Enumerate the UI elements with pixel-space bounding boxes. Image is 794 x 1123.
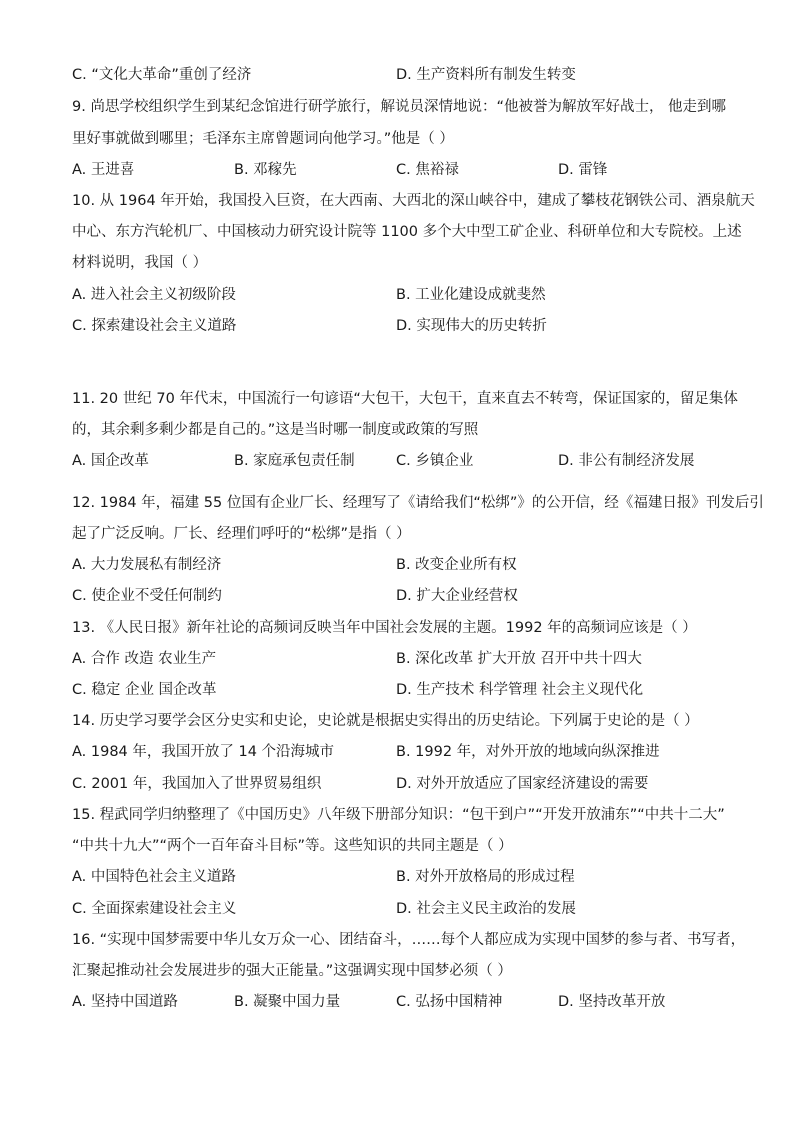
q12-option-c: C. 使企业不受任何制约 [72, 588, 222, 604]
q14-stem-line1: 14. 历史学习要学会区分史实和史论，史论就是根据史实得出的历史结论。下列属于史论的是（ ） [72, 713, 699, 729]
q14-option-c: C. 2001 年，我国加入了世界贸易组织 [72, 776, 322, 792]
q12-option-a: A. 大力发展私有制经济 [72, 557, 222, 573]
q10-options-row2 [72, 315, 754, 337]
q15-stem-line2: “中共十九大”“两个一百年奋斗目标”等。这些知识的共同主题是（ ） [72, 838, 513, 854]
q11-option-d: D. 非公有制经济发展 [558, 453, 695, 469]
q16-options-row [72, 991, 754, 1013]
q13-option-d: D. 生产技术 科学管理 社会主义现代化 [396, 682, 644, 698]
q10-stem-line2: 中心、东方汽轮机厂、中国核动力研究设计院等 1100 多个大中型工矿企业、科研单位和大专院校。上述 [72, 224, 742, 240]
q10-stem-line1: 10. 从 1964 年开始，我国投入巨资，在大西南、大西北的深山峡谷中，建成了攀枝花钢铁公司、酒泉航天 [72, 193, 755, 209]
q10-option-b: B. 工业化建设成就斐然 [396, 287, 546, 303]
q16-option-b: B. 凝聚中国力量 [234, 994, 341, 1010]
q14-option-a: A. 1984 年，我国开放了 14 个沿海城市 [72, 744, 335, 760]
q10-option-d: D. 实现伟大的历史转折 [396, 318, 547, 334]
q10-option-a: A. 进入社会主义初级阶段 [72, 287, 236, 303]
q11-stem-line1: 11. 20 世纪 70 年代末，中国流行一句谚语“大包干，大包干，直来直去不转弯，保证国家的，留足集体 [72, 391, 738, 407]
q12-options-row2 [72, 585, 754, 607]
q15-options-row1 [72, 866, 754, 888]
q11-option-a: A. 国企改革 [72, 453, 149, 469]
q16-option-d: D. 坚持改革开放 [558, 994, 666, 1010]
q15-options-row2 [72, 898, 754, 920]
q13-stem-line1: 13. 《人民日报》新年社论的高频词反映当年中国社会发展的主题。1992 年的高频词应该是（ ） [72, 620, 697, 636]
q13-option-a: A. 合作 改造 农业生产 [72, 651, 217, 667]
q16-stem-line1: 16. “实现中国梦需要中华儿女万众一心、团结奋斗，……每个人都应成为实现中国梦的参与者、书写者， [72, 932, 746, 948]
q9-option-b: B. 邓稼先 [234, 162, 297, 178]
q15-stem-line1: 15. 程武同学归纳整理了《中国历史》八年级下册部分知识：“包干到户”“开发开放浦东”“中共十二大” [72, 807, 725, 823]
q11-options-row [72, 450, 754, 472]
q13-option-c: C. 稳定 企业 国企改革 [72, 682, 217, 698]
q12-option-d: D. 扩大企业经营权 [396, 588, 518, 604]
q13-option-b: B. 深化改革 扩大开放 召开中共十四大 [396, 651, 642, 667]
q10-stem-line3: 材料说明，我国（ ） [72, 255, 208, 271]
q16-stem-line2: 汇聚起推动社会发展进步的强大正能量。”这强调实现中国梦必须（ ） [72, 963, 512, 979]
q11-stem-line2: 的，其余剩多剩少都是自己的。”这是当时哪一制度或政策的写照 [72, 422, 479, 438]
q14-options-row1 [72, 741, 754, 763]
q8-options-row [72, 64, 754, 86]
q9-options-row [72, 159, 754, 181]
q14-options-row2 [72, 773, 754, 795]
q9-stem-line1: 9. 尚思学校组织学生到某纪念馆进行研学旅行，解说员深情地说：“他被誉为解放军好战士， 他走到哪 [72, 99, 727, 115]
q9-option-a: A. 王进喜 [72, 162, 135, 178]
q12-options-row1 [72, 554, 754, 576]
q9-option-d: D. 雷锋 [558, 162, 608, 178]
q12-option-b: B. 改变企业所有权 [396, 557, 517, 573]
q15-option-a: A. 中国特色社会主义道路 [72, 869, 236, 885]
q10-option-c: C. 探索建设社会主义道路 [72, 318, 237, 334]
q14-option-b: B. 1992 年，对外开放的地域向纵深推进 [396, 744, 660, 760]
q12-stem-line2: 起了广泛反响。厂长、经理们呼吁的“松绑”是指（ ） [72, 526, 411, 542]
q15-option-d: D. 社会主义民主政治的发展 [396, 901, 576, 917]
q11-option-c: C. 乡镇企业 [396, 453, 474, 469]
q14-option-d: D. 对外开放适应了国家经济建设的需要 [396, 776, 649, 792]
q11-option-b: B. 家庭承包责任制 [234, 453, 355, 469]
q12-stem-line1: 12. 1984 年，福建 55 位国有企业厂长、经理写了《请给我们“松绑”》的公开信，经《福建日报》刊发后引 [72, 495, 764, 511]
q10-options-row1 [72, 284, 754, 306]
q16-option-a: A. 坚持中国道路 [72, 994, 178, 1010]
q15-option-c: C. 全面探索建设社会主义 [72, 901, 237, 917]
q9-option-c: C. 焦裕禄 [396, 162, 459, 178]
q16-option-c: C. 弘扬中国精神 [396, 994, 503, 1010]
q9-stem-line2: 里好事就做到哪里；毛泽东主席曾题词向他学习。”他是（ ） [72, 131, 454, 147]
q15-option-b: B. 对外开放格局的形成过程 [396, 869, 575, 885]
q8-option-c: C. “文化大革命”重创了经济 [72, 67, 252, 83]
q13-options-row1 [72, 648, 754, 670]
q13-options-row2 [72, 679, 754, 701]
q8-option-d: D. 生产资料所有制发生转变 [396, 67, 576, 83]
